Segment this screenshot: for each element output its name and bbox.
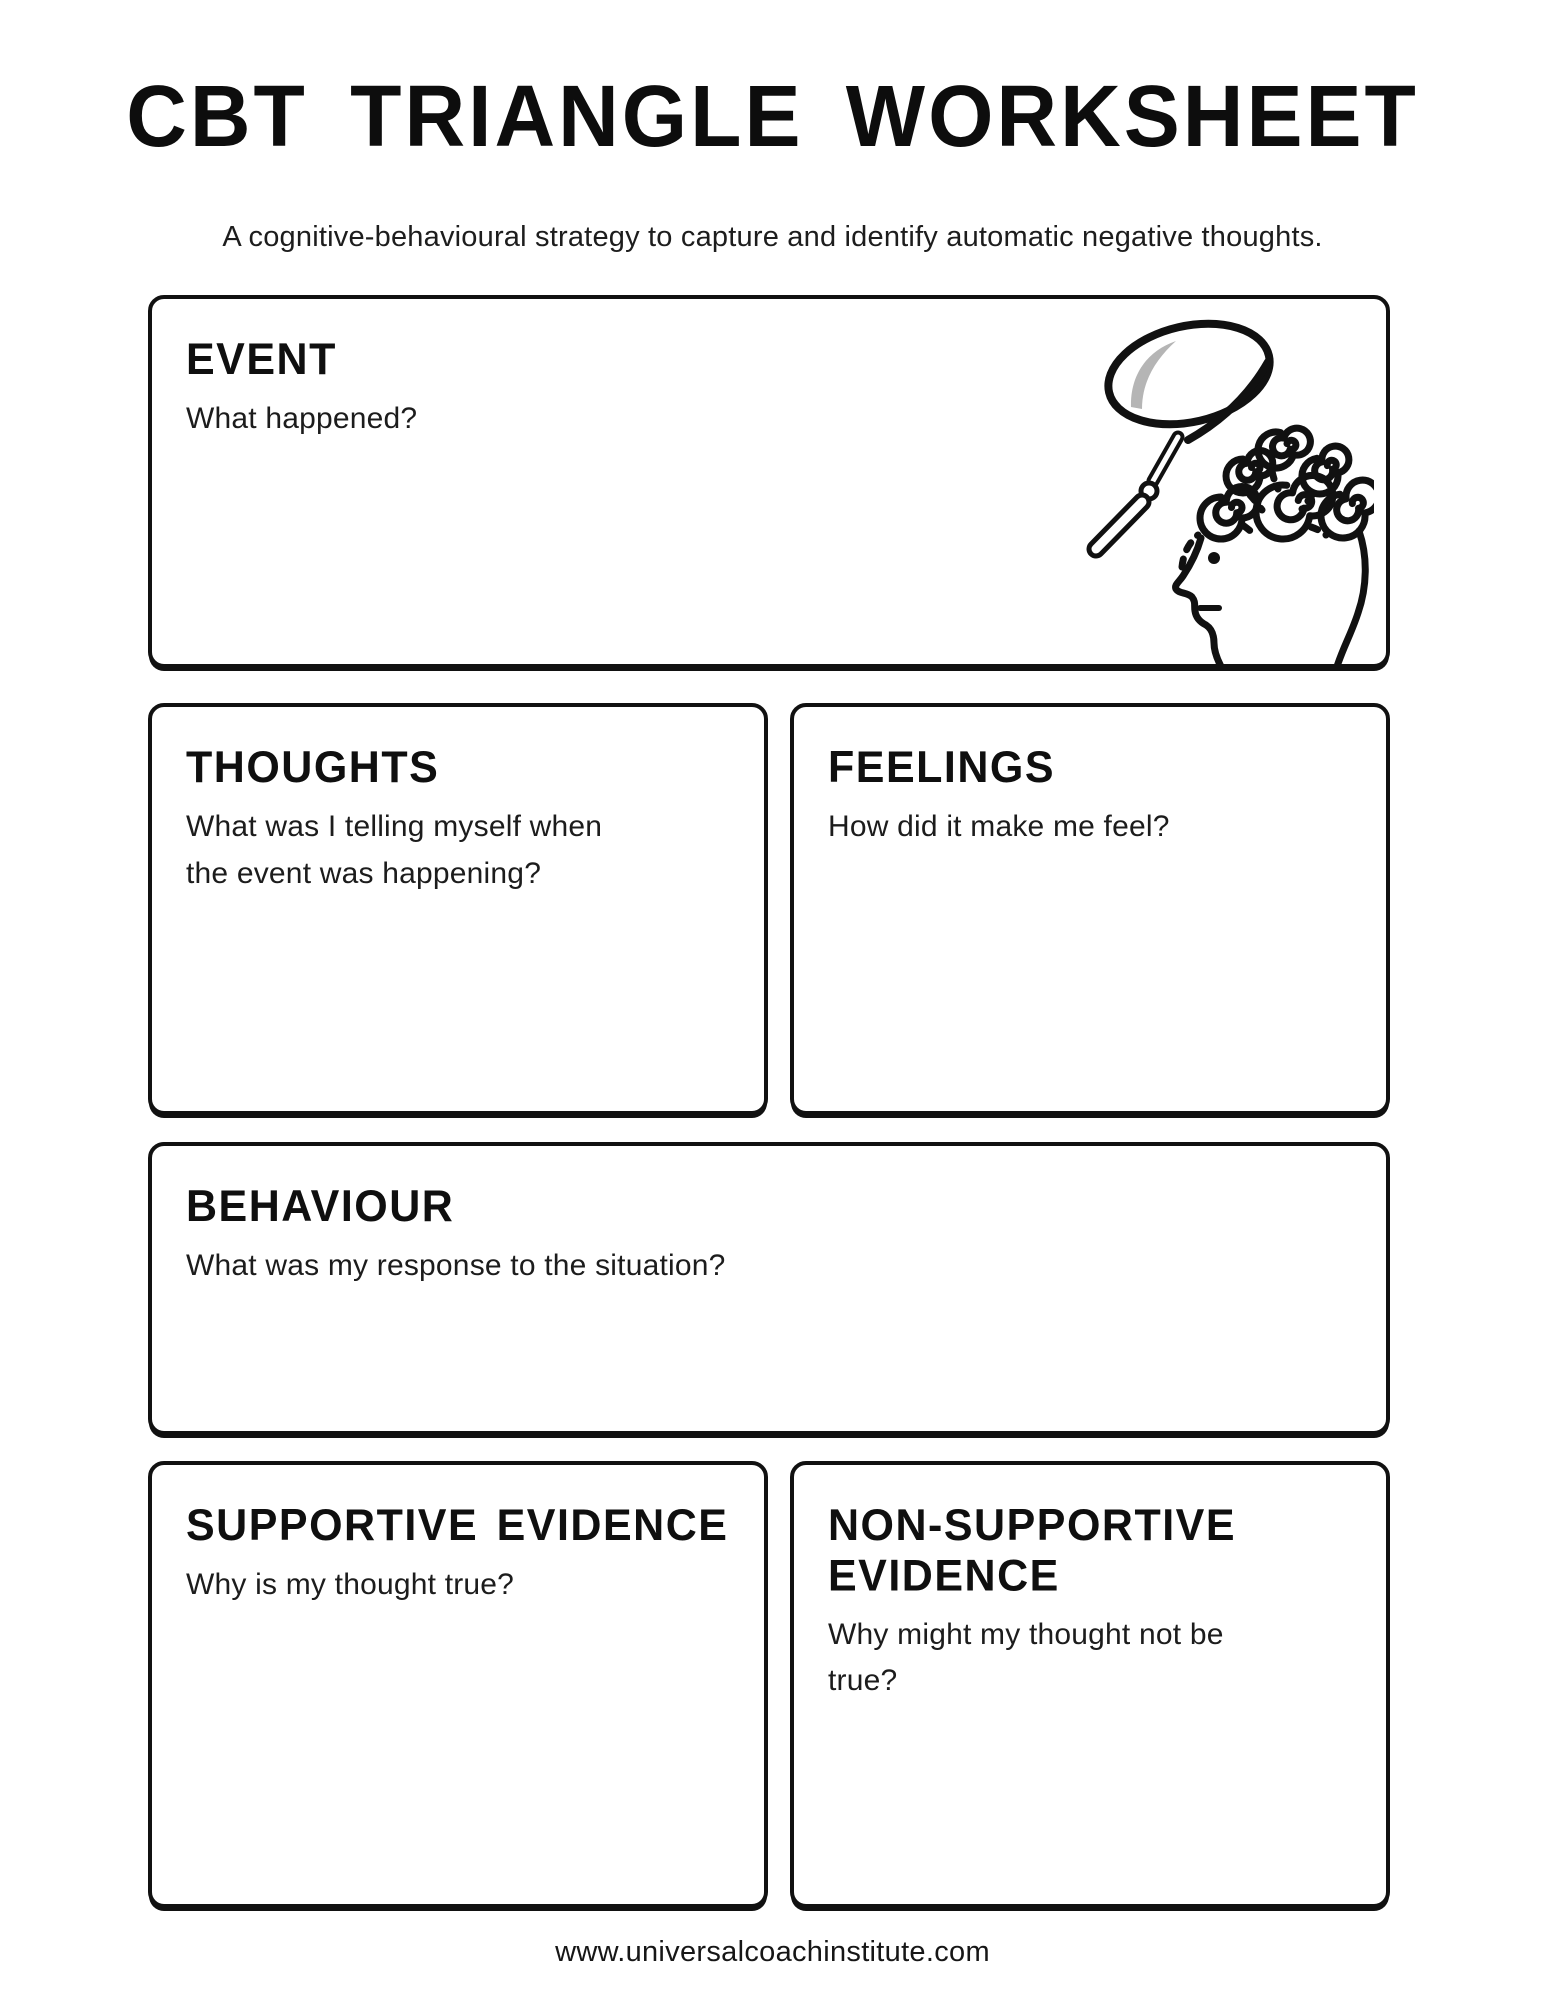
thoughts-write-area[interactable] (164, 917, 752, 1101)
supportive-evidence-box (148, 1461, 768, 1908)
supportive-evidence-heading: SUPPORTIVE EVIDENCE (186, 1501, 729, 1551)
non-supportive-evidence-write-area[interactable] (806, 1693, 1374, 1894)
feelings-heading: FEELINGS (828, 743, 1056, 793)
thoughts-box (148, 703, 768, 1115)
event-prompt: What happened? (186, 402, 418, 436)
footer (0, 1936, 1545, 1969)
non-supportive-evidence-box (790, 1461, 1390, 1908)
feelings-box (790, 703, 1390, 1115)
supportive-evidence-prompt: Why is my thought true? (186, 1568, 515, 1602)
non-supportive-evidence-heading: NON-SUPPORTIVE EVIDENCE (828, 1501, 1237, 1602)
footer-url[interactable]: www.universalcoachinstitute.com (555, 1936, 990, 1968)
event-box (148, 295, 1390, 668)
page-title: CBT TRIANGLE WORKSHEET (126, 67, 1419, 165)
page-subtitle: A cognitive-behavioural strategy to capture and identify automatic negative thoughts. (222, 221, 1323, 253)
behaviour-write-area[interactable] (164, 1294, 1374, 1421)
feelings-prompt: How did it make me feel? (828, 810, 1170, 844)
feelings-write-area[interactable] (806, 917, 1374, 1101)
event-write-area[interactable] (164, 489, 1374, 654)
behaviour-heading: BEHAVIOUR (186, 1182, 455, 1232)
supportive-evidence-write-area[interactable] (164, 1693, 752, 1894)
behaviour-prompt: What was my response to the situation? (186, 1249, 726, 1283)
thoughts-heading: THOUGHTS (186, 743, 440, 793)
event-heading: EVENT (186, 335, 337, 385)
behaviour-box (148, 1142, 1390, 1435)
thoughts-prompt: What was I telling myself when the event was happening? (186, 810, 603, 890)
non-supportive-evidence-prompt: Why might my thought not be true? (828, 1617, 1224, 1698)
